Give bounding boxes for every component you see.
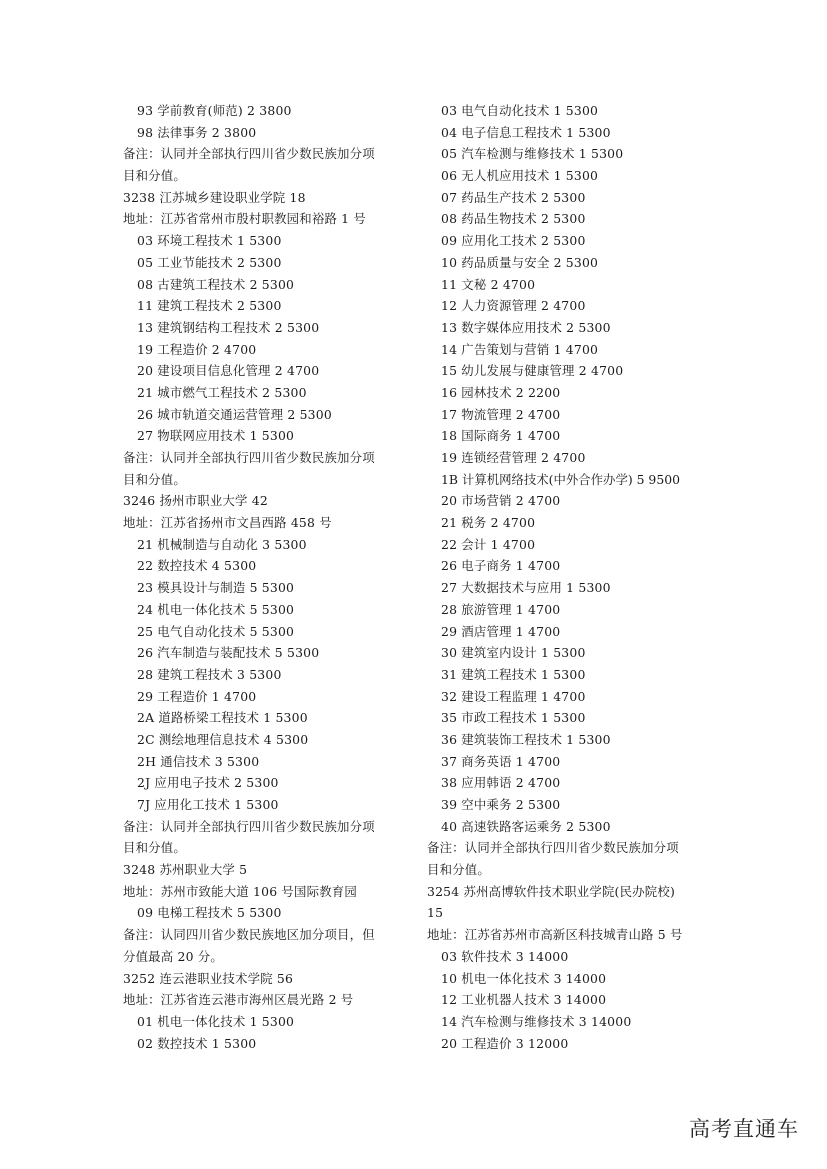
major-line: 10 机电一体化技术 3 14000 xyxy=(441,970,607,986)
remark-line: 目和分值。 xyxy=(123,168,186,184)
major-line: 04 电子信息工程技术 1 5300 xyxy=(441,124,611,140)
major-line: 38 应用韩语 2 4700 xyxy=(441,775,561,791)
major-line: 07 药品生产技术 2 5300 xyxy=(441,189,586,205)
major-line: 36 建筑装饰工程技术 1 5300 xyxy=(441,731,611,747)
major-line: 15 幼儿发展与健康管理 2 4700 xyxy=(441,363,624,379)
major-line: 24 机电一体化技术 5 5300 xyxy=(137,601,295,617)
major-line: 10 药品质量与安全 2 5300 xyxy=(441,254,599,270)
major-line: 21 机械制造与自动化 3 5300 xyxy=(137,536,307,552)
remark-line: 目和分值。 xyxy=(123,471,186,487)
major-line: 11 建筑工程技术 2 5300 xyxy=(137,298,282,314)
major-line: 1B 计算机网络技术(中外合作办学) 5 9500 xyxy=(441,471,680,487)
major-line: 13 数字媒体应用技术 2 5300 xyxy=(441,319,611,335)
school-address: 地址：江苏省连云港市海州区晨光路 2 号 xyxy=(123,992,354,1008)
major-line: 25 电气自动化技术 5 5300 xyxy=(137,623,295,639)
school-address: 地址：江苏省扬州市文昌西路 458 号 xyxy=(123,515,332,531)
school-header: 15 xyxy=(427,905,444,921)
major-line: 03 环境工程技术 1 5300 xyxy=(137,233,282,249)
left-column xyxy=(123,100,413,1054)
major-line: 23 模具设计与制造 5 5300 xyxy=(137,580,295,596)
major-line: 13 建筑钢结构工程技术 2 5300 xyxy=(137,319,320,335)
major-line: 08 药品生物技术 2 5300 xyxy=(441,211,586,227)
remark-line: 目和分值。 xyxy=(123,840,186,856)
major-line: 20 市场营销 2 4700 xyxy=(441,493,561,509)
school-address: 地址：江苏省苏州市高新区科技城青山路 5 号 xyxy=(427,927,683,943)
school-header: 3246 扬州市职业大学 42 xyxy=(123,493,268,509)
major-line: 14 广告策划与营销 1 4700 xyxy=(441,341,599,357)
major-line: 01 机电一体化技术 1 5300 xyxy=(137,1013,295,1029)
major-line: 98 法律事务 2 3800 xyxy=(137,124,257,140)
major-line: 14 汽车检测与维修技术 3 14000 xyxy=(441,1013,632,1029)
school-header: 3254 苏州高博软件技术职业学院(民办院校) xyxy=(427,883,675,899)
major-line: 06 无人机应用技术 1 5300 xyxy=(441,168,599,184)
major-line: 28 旅游管理 1 4700 xyxy=(441,601,561,617)
remark-line: 备注：认同并全部执行四川省少数民族加分项 xyxy=(123,450,375,465)
major-line: 16 园林技术 2 2200 xyxy=(441,384,561,400)
major-line: 02 数控技术 1 5300 xyxy=(137,1035,257,1051)
major-line: 05 汽车检测与维修技术 1 5300 xyxy=(441,146,624,162)
major-line: 29 工程造价 1 4700 xyxy=(137,688,257,704)
major-line: 2J 应用电子技术 2 5300 xyxy=(137,775,279,791)
major-line: 22 数控技术 4 5300 xyxy=(137,558,257,574)
major-line: 05 工业节能技术 2 5300 xyxy=(137,254,282,270)
remark-line: 分值最高 20 分。 xyxy=(123,948,223,964)
major-line: 26 电子商务 1 4700 xyxy=(441,558,561,574)
major-line: 03 软件技术 3 14000 xyxy=(441,948,569,964)
major-line: 18 国际商务 1 4700 xyxy=(441,428,561,444)
remark-line: 备注：认同四川省少数民族地区加分项目，但 xyxy=(123,927,375,943)
major-line: 31 建筑工程技术 1 5300 xyxy=(441,666,586,682)
major-line: 11 文秘 2 4700 xyxy=(441,276,536,292)
major-line: 28 建筑工程技术 3 5300 xyxy=(137,666,282,682)
major-line: 37 商务英语 1 4700 xyxy=(441,753,561,769)
major-line: 22 会计 1 4700 xyxy=(441,536,536,552)
school-header: 3238 江苏城乡建设职业学院 18 xyxy=(123,189,306,205)
major-line: 26 城市轨道交通运营管理 2 5300 xyxy=(137,406,332,422)
major-line: 32 建设工程监理 1 4700 xyxy=(441,688,586,704)
major-line: 2H 通信技术 3 5300 xyxy=(137,753,260,769)
major-line: 09 应用化工技术 2 5300 xyxy=(441,233,586,249)
major-line: 20 建设项目信息化管理 2 4700 xyxy=(137,363,320,379)
major-line: 2A 道路桥梁工程技术 1 5300 xyxy=(137,710,308,726)
major-line: 21 城市燃气工程技术 2 5300 xyxy=(137,384,307,400)
remark-line: 备注：认同并全部执行四川省少数民族加分项 xyxy=(123,146,375,162)
major-line: 93 学前教育(师范) 2 3800 xyxy=(137,103,292,118)
major-line: 40 高速铁路客运乘务 2 5300 xyxy=(441,818,611,834)
major-line: 12 人力资源管理 2 4700 xyxy=(441,298,586,314)
school-header: 3248 苏州职业大学 5 xyxy=(123,862,248,878)
major-line: 19 工程造价 2 4700 xyxy=(137,341,257,357)
remark-line: 备注：认同并全部执行四川省少数民族加分项 xyxy=(123,818,375,834)
remark-line: 备注：认同并全部执行四川省少数民族加分项 xyxy=(427,840,679,856)
major-line: 27 物联网应用技术 1 5300 xyxy=(137,428,295,444)
major-line: 2C 测绘地理信息技术 4 5300 xyxy=(137,731,309,747)
watermark-logo: 高考直通车 xyxy=(689,1117,799,1141)
major-line: 20 工程造价 3 12000 xyxy=(441,1035,569,1051)
major-line: 7J 应用化工技术 1 5300 xyxy=(137,797,279,812)
remark-line: 目和分值。 xyxy=(427,862,490,878)
school-address: 地址：苏州市致能大道 106 号国际教育园 xyxy=(123,883,357,899)
right-column xyxy=(427,100,717,1054)
school-header: 3252 连云港职业技术学院 56 xyxy=(123,970,294,986)
major-line: 29 酒店管理 1 4700 xyxy=(441,623,561,639)
major-line: 30 建筑室内设计 1 5300 xyxy=(441,645,586,661)
major-line: 12 工业机器人技术 3 14000 xyxy=(441,992,607,1008)
major-line: 03 电气自动化技术 1 5300 xyxy=(441,103,599,118)
major-line: 27 大数据技术与应用 1 5300 xyxy=(441,580,611,596)
major-line: 26 汽车制造与装配技术 5 5300 xyxy=(137,645,320,661)
major-line: 21 税务 2 4700 xyxy=(441,515,536,531)
major-line: 19 连锁经营管理 2 4700 xyxy=(441,450,586,465)
major-line: 35 市政工程技术 1 5300 xyxy=(441,710,586,726)
school-address: 地址：江苏省常州市殷村职教园和裕路 1 号 xyxy=(123,211,366,227)
major-line: 09 电梯工程技术 5 5300 xyxy=(137,905,282,921)
major-line: 08 古建筑工程技术 2 5300 xyxy=(137,276,295,292)
major-line: 17 物流管理 2 4700 xyxy=(441,406,561,422)
major-line: 39 空中乘务 2 5300 xyxy=(441,797,561,812)
